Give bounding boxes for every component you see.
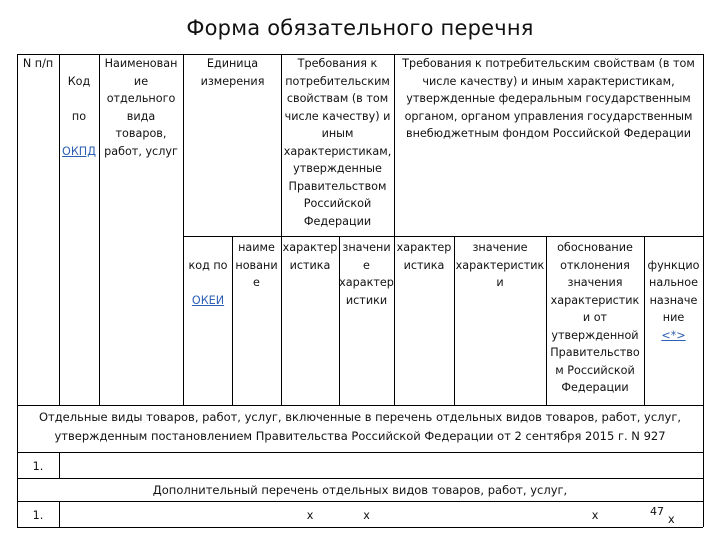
- table-line: [59, 452, 60, 478]
- okpd-link[interactable]: ОКПД: [62, 144, 96, 158]
- table-line: [394, 54, 395, 405]
- table-line: [183, 54, 184, 405]
- row-2-cell-char-1: x: [306, 509, 314, 522]
- section-2-header: Дополнительный перечень отдельных видов товаров, работ, услуг,: [152, 483, 568, 497]
- table-line: [232, 236, 233, 405]
- table-line: [17, 478, 703, 479]
- header-name: Наименован ие отдельного вида товаров, работ, услуг: [104, 57, 178, 158]
- page-title: Форма обязательного перечня: [186, 16, 534, 40]
- okei-link[interactable]: ОКЕИ: [191, 293, 225, 307]
- table-line: [17, 54, 703, 55]
- sub-header-purpose: [644, 239, 703, 344]
- row-2-cell-value-1: x: [363, 509, 370, 522]
- header-npp: N п/п: [22, 57, 54, 70]
- header-code-line1: Код: [67, 74, 91, 88]
- table-line: [281, 54, 282, 405]
- sub-header-name: наиме новани е: [235, 241, 278, 289]
- row-1-number: 1.: [32, 460, 44, 473]
- table-line: [17, 527, 703, 528]
- sub-header-char-2: характер истика: [396, 241, 452, 272]
- sub-header-justification: обоснование отклонения значения характеристик и от утвержденной Правительство м Российской Федерации: [550, 241, 640, 394]
- sub-header-code: [184, 239, 232, 327]
- header-req-federal: Требования к потребительским свойствам (в том числе качеству) и иным характеристикам, утвержденные федеральным государственным органом, органом управления государственным внебюджетным фондом Российской Федерации: [402, 57, 695, 140]
- table-line: [339, 236, 340, 405]
- header-req-govt: Требования к потребительским свойствам (в том числе качеству) и иным характеристикам, утвержденные Правительством Российской Федерации: [283, 57, 392, 228]
- header-unit: Единица измерения: [200, 57, 265, 88]
- table-line: [59, 501, 60, 527]
- row-2-number: 1.: [32, 509, 44, 522]
- table-line: [17, 405, 703, 406]
- sub-header-char-1: характер истика: [282, 241, 338, 272]
- sub-header-value-2: значение характеристик и: [455, 241, 545, 289]
- table-line: [703, 54, 704, 527]
- table-line: [17, 452, 703, 453]
- row-2-cell-justification: x: [591, 509, 599, 522]
- table-line: [17, 501, 703, 502]
- footnote-link[interactable]: <*>: [661, 328, 686, 342]
- table-line: [644, 236, 645, 405]
- table-line: [454, 236, 455, 405]
- section-1-header: Отдельные виды товаров, работ, услуг, включенные в перечень отдельных видов товаров, работ, услуг, утвержденным постановлением Правительства Российской Федерации от 2 сентября 2015 г. N 927: [38, 410, 682, 443]
- page-number: 47: [650, 505, 664, 518]
- header-code: [59, 55, 99, 178]
- table-line: [59, 54, 60, 405]
- table-line: [99, 54, 100, 405]
- sub-header-purpose-text: функцио нальное назначе ние: [647, 258, 700, 324]
- table-line: [17, 54, 18, 527]
- header-code-line2: по: [71, 109, 87, 123]
- table-line: [546, 236, 547, 405]
- row-2-cell-purpose: x: [668, 513, 675, 526]
- sub-header-value-1: значени е характер истики: [339, 241, 394, 307]
- table-line: [184, 236, 703, 237]
- sub-header-code-label: код по: [188, 258, 228, 272]
